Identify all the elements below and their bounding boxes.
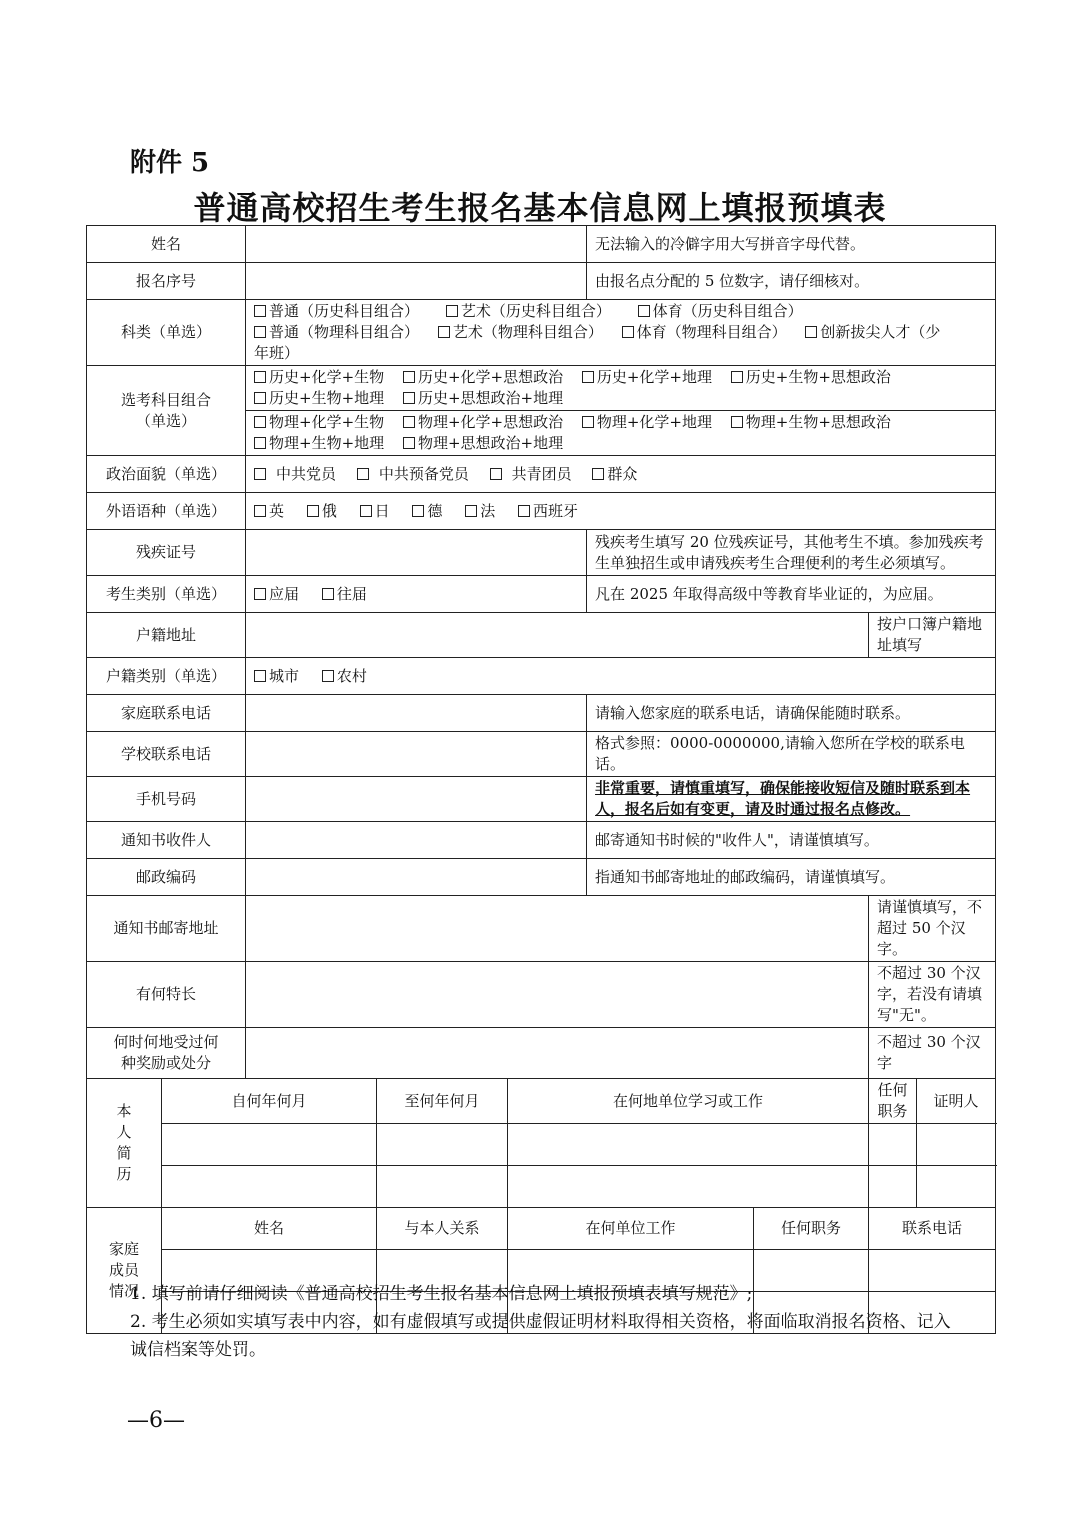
option-language[interactable]: 德	[412, 501, 442, 522]
input-school-phone[interactable]	[246, 732, 587, 777]
row-mobile	[87, 777, 996, 822]
checkbox-icon	[403, 437, 415, 449]
row-school-phone	[87, 732, 996, 777]
checkbox-icon	[731, 416, 743, 428]
resume-header-row	[87, 1079, 996, 1124]
resume-col-from: 自何年何月	[162, 1079, 377, 1124]
row-hukou-address	[87, 613, 996, 658]
option-hukou-type[interactable]: 城市	[254, 666, 299, 687]
family-header-row	[87, 1208, 996, 1250]
option-category[interactable]: 体育（历史科目组合）	[638, 301, 803, 322]
note-specialty: 不超过 30 个汉字，若没有请填写"无"。	[869, 962, 996, 1028]
option-subject[interactable]: 历史+化学+生物	[254, 367, 384, 388]
label-awards: 何时何地受过何种奖励或处分	[87, 1028, 246, 1079]
option-subject[interactable]: 历史+生物+思想政治	[731, 367, 891, 388]
checkbox-icon	[518, 505, 530, 517]
resume-col-to: 至何年何月	[377, 1079, 508, 1124]
label-language: 外语语种（单选）	[87, 493, 246, 530]
note-mobile: 非常重要，请慎重填写，确保能接收短信及随时联系到本人，报名后如有变更，请及时通过报名点修改。	[587, 777, 996, 822]
note-postcode: 指通知书邮寄地址的邮政编码，请谨慎填写。	[587, 859, 996, 896]
option-language[interactable]: 俄	[307, 501, 337, 522]
input-reg-no[interactable]	[246, 263, 587, 300]
resume-cell[interactable]	[377, 1166, 508, 1208]
option-politics[interactable]: 中共党员	[254, 464, 336, 485]
label-mail-address: 通知书邮寄地址	[87, 896, 246, 962]
checkbox-icon	[307, 505, 319, 517]
input-hukou-address[interactable]	[246, 613, 869, 658]
input-recipient[interactable]	[246, 822, 587, 859]
label-recipient: 通知书收件人	[87, 822, 246, 859]
label-name: 姓名	[87, 226, 246, 263]
option-subject[interactable]: 历史+化学+思想政治	[403, 367, 563, 388]
option-subject[interactable]: 物理+生物+地理	[254, 433, 384, 454]
checkbox-icon	[360, 505, 372, 517]
option-category[interactable]: 普通（历史科目组合）	[254, 301, 419, 322]
category-wrap-text: 年班）	[254, 344, 300, 362]
row-home-phone	[87, 695, 996, 732]
option-category[interactable]: 艺术（物理科目组合）	[438, 322, 603, 343]
option-hukou-type[interactable]: 农村	[322, 666, 367, 687]
resume-col-witness: 证明人	[917, 1079, 996, 1124]
label-hukou-type: 户籍类别（单选）	[87, 658, 246, 695]
option-subject[interactable]: 物理+化学+生物	[254, 412, 384, 433]
label-politics: 政治面貌（单选）	[87, 456, 246, 493]
note-home-phone: 请输入您家庭的联系电话，请确保能随时联系。	[587, 695, 996, 732]
note-recipient: 邮寄通知书时候的"收件人"，请谨慎填写。	[587, 822, 996, 859]
checkbox-icon	[254, 305, 266, 317]
resume-cell[interactable]	[508, 1124, 869, 1166]
resume-cell[interactable]	[162, 1166, 377, 1208]
option-politics[interactable]: 共青团员	[490, 464, 572, 485]
row-subjects-history	[87, 366, 996, 411]
footnote: 2. 考生必须如实填写表中内容，如有虚假填写或提供虚假证明材料取得相关资格，将面临取消报名资格、记入诚信档案等处罚。	[130, 1312, 951, 1360]
resume-col-position: 任何职务	[869, 1079, 917, 1124]
resume-cell[interactable]	[917, 1166, 996, 1208]
label-specialty: 有何特长	[87, 962, 246, 1028]
subjects-physics-options	[246, 411, 996, 456]
checkbox-icon	[403, 392, 415, 404]
label-home-phone: 家庭联系电话	[87, 695, 246, 732]
checkbox-icon	[490, 468, 502, 480]
family-col-name: 姓名	[162, 1208, 377, 1250]
footnotes	[130, 1280, 960, 1364]
family-col-relation: 与本人关系	[377, 1208, 508, 1250]
family-col-position: 任何职务	[754, 1208, 869, 1250]
checkbox-icon	[254, 392, 266, 404]
note-reg-no: 由报名点分配的 5 位数字，请仔细核对。	[587, 263, 996, 300]
option-language[interactable]: 日	[360, 501, 390, 522]
table-row	[87, 1124, 996, 1166]
checkbox-icon	[254, 670, 266, 682]
checkbox-icon	[254, 468, 266, 480]
checkbox-icon	[592, 468, 604, 480]
form-title: 普通高校招生考生报名基本信息网上填报预填表	[193, 189, 887, 227]
checkbox-icon	[254, 505, 266, 517]
label-postcode: 邮政编码	[87, 859, 246, 896]
note-name: 无法输入的冷僻字用大写拼音字母代替。	[587, 226, 996, 263]
label-resume: 本 人 简 历	[87, 1079, 162, 1208]
input-postcode[interactable]	[246, 859, 587, 896]
hukou-type-options	[246, 658, 996, 695]
page-number: —6—	[127, 1408, 185, 1433]
option-subject[interactable]: 物理+思想政治+地理	[403, 433, 563, 454]
politics-options	[246, 456, 996, 493]
checkbox-icon	[446, 305, 458, 317]
checkbox-icon	[622, 326, 634, 338]
checkbox-icon	[254, 437, 266, 449]
input-mobile[interactable]	[246, 777, 587, 822]
label-hukou-address: 户籍地址	[87, 613, 246, 658]
option-subject[interactable]: 历史+思想政治+地理	[403, 388, 563, 409]
checkbox-icon	[412, 505, 424, 517]
resume-cell[interactable]	[162, 1124, 377, 1166]
row-language	[87, 493, 996, 530]
resume-cell[interactable]	[869, 1166, 917, 1208]
note-awards: 不超过 30 个汉字	[869, 1028, 996, 1079]
checkbox-icon	[357, 468, 369, 480]
resume-cell[interactable]	[377, 1124, 508, 1166]
option-category[interactable]: 艺术（历史科目组合）	[446, 301, 611, 322]
row-reg-no	[87, 263, 996, 300]
student-type-options	[246, 576, 587, 613]
checkbox-icon	[805, 326, 817, 338]
label-disability: 残疾证号	[87, 530, 246, 576]
row-postcode	[87, 859, 996, 896]
label-mobile: 手机号码	[87, 777, 246, 822]
registration-form	[86, 225, 996, 1334]
option-politics[interactable]: 中共预备党员	[357, 464, 469, 485]
option-student-type[interactable]: 应届	[254, 584, 299, 605]
row-awards	[87, 1028, 996, 1079]
checkbox-icon	[322, 670, 334, 682]
attachment-label: 附件 5	[130, 148, 210, 178]
row-disability	[87, 530, 996, 576]
checkbox-icon	[731, 371, 743, 383]
row-student-type	[87, 576, 996, 613]
checkbox-icon	[254, 416, 266, 428]
checkbox-icon	[254, 326, 266, 338]
checkbox-icon	[254, 371, 266, 383]
label-subjects: 选考科目组合 （单选）	[87, 366, 246, 456]
family-col-phone: 联系电话	[869, 1208, 996, 1250]
option-subject[interactable]: 物理+化学+地理	[582, 412, 712, 433]
input-home-phone[interactable]	[246, 695, 587, 732]
input-specialty[interactable]	[246, 962, 869, 1028]
category-options	[246, 300, 996, 366]
checkbox-icon	[322, 588, 334, 600]
footnote: 1. 填写前请仔细阅读《普通高校招生考生报名基本信息网上填报预填表填写规范》;	[130, 1284, 753, 1304]
option-language[interactable]: 法	[465, 501, 495, 522]
input-disability[interactable]	[246, 530, 587, 576]
option-language[interactable]: 西班牙	[518, 501, 578, 522]
input-mail-address[interactable]	[246, 896, 869, 962]
option-language[interactable]: 英	[254, 501, 284, 522]
checkbox-icon	[582, 371, 594, 383]
option-category[interactable]: 体育（物理科目组合）	[622, 322, 787, 343]
label-family: 家庭 成员 情况	[87, 1208, 162, 1334]
checkbox-icon	[254, 588, 266, 600]
option-subject[interactable]: 历史+化学+地理	[582, 367, 712, 388]
family-col-workplace: 在何单位工作	[508, 1208, 754, 1250]
label-student-type: 考生类别（单选）	[87, 576, 246, 613]
language-options	[246, 493, 996, 530]
note-hukou-address: 按户口簿户籍地址填写	[869, 613, 996, 658]
checkbox-icon	[638, 305, 650, 317]
resume-col-place: 在何地单位学习或工作	[508, 1079, 869, 1124]
checkbox-icon	[465, 505, 477, 517]
row-category	[87, 300, 996, 366]
option-subject[interactable]: 历史+生物+地理	[254, 388, 384, 409]
option-category[interactable]: 创新拔尖人才（少	[805, 322, 940, 343]
resume-cell[interactable]	[508, 1166, 869, 1208]
row-name	[87, 226, 996, 263]
resume-cell[interactable]	[869, 1124, 917, 1166]
checkbox-icon	[438, 326, 450, 338]
row-recipient	[87, 822, 996, 859]
resume-cell[interactable]	[917, 1124, 996, 1166]
checkbox-icon	[403, 416, 415, 428]
row-specialty	[87, 962, 996, 1028]
input-name[interactable]	[246, 226, 587, 263]
note-disability: 残疾考生填写 20 位残疾证号，其他考生不填。参加残疾考生单独招生或申请残疾考生合理便利的考生必须填写。	[587, 530, 996, 576]
row-politics	[87, 456, 996, 493]
subjects-history-options	[246, 366, 996, 411]
option-student-type[interactable]: 往届	[322, 584, 367, 605]
label-category: 科类（单选）	[87, 300, 246, 366]
note-student-type: 凡在 2025 年取得高级中等教育毕业证的，为应届。	[587, 576, 996, 613]
row-mail-address	[87, 896, 996, 962]
option-category[interactable]: 普通（物理科目组合）	[254, 322, 419, 343]
option-subject[interactable]: 物理+化学+思想政治	[403, 412, 563, 433]
option-subject[interactable]: 物理+生物+思想政治	[731, 412, 891, 433]
checkbox-icon	[403, 371, 415, 383]
checkbox-icon	[582, 416, 594, 428]
row-hukou-type	[87, 658, 996, 695]
option-politics[interactable]: 群众	[592, 464, 637, 485]
label-school-phone: 学校联系电话	[87, 732, 246, 777]
input-awards[interactable]	[246, 1028, 869, 1079]
label-reg-no: 报名序号	[87, 263, 246, 300]
note-mail-address: 请谨慎填写，不超过 50 个汉字。	[869, 896, 996, 962]
table-row	[87, 1166, 996, 1208]
note-school-phone: 格式参照：0000-0000000,请输入您所在学校的联系电话。	[587, 732, 996, 777]
